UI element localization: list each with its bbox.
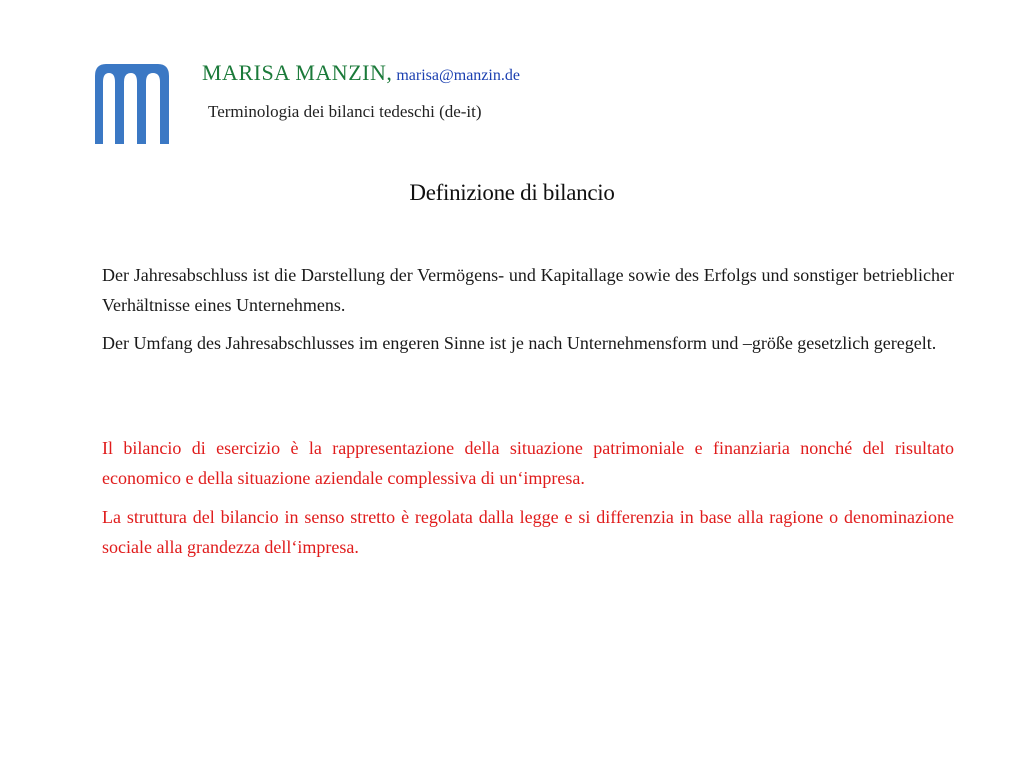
document-subtitle: Terminologia dei bilanci tedeschi (de-it) [208, 102, 482, 121]
author-email-link[interactable]: marisa@manzin.de [396, 67, 520, 84]
italian-paragraph: Il bilancio di esercizio è la rappresentazione della situazione patrimoniale e finanziaria nonché del risultato economico e della situazione aziendale complessiva di un‘impresa. [102, 438, 954, 488]
manzin-logo-icon [92, 60, 172, 144]
italian-paragraph: La struttura del bilancio in senso stretto è regolata dalla legge e si differenzia in base alla ragione o denominazione sociale alla grandezza dell‘impresa. [102, 507, 954, 557]
german-paragraph: Der Jahresabschluss ist die Darstellung der Vermögens- und Kapitallage sowie des Erfolgs und sonstiger betrieblicher Verhältnisse eines Unternehmens. [102, 265, 954, 315]
author-name: MARISA MANZIN, [202, 60, 393, 85]
german-paragraph: Der Umfang des Jahresabschlusses im engeren Sinne ist je nach Unternehmensform und –größe gesetzlich geregelt. [102, 333, 937, 353]
page-title: Definizione di bilancio [409, 180, 615, 205]
author-line [202, 60, 520, 86]
